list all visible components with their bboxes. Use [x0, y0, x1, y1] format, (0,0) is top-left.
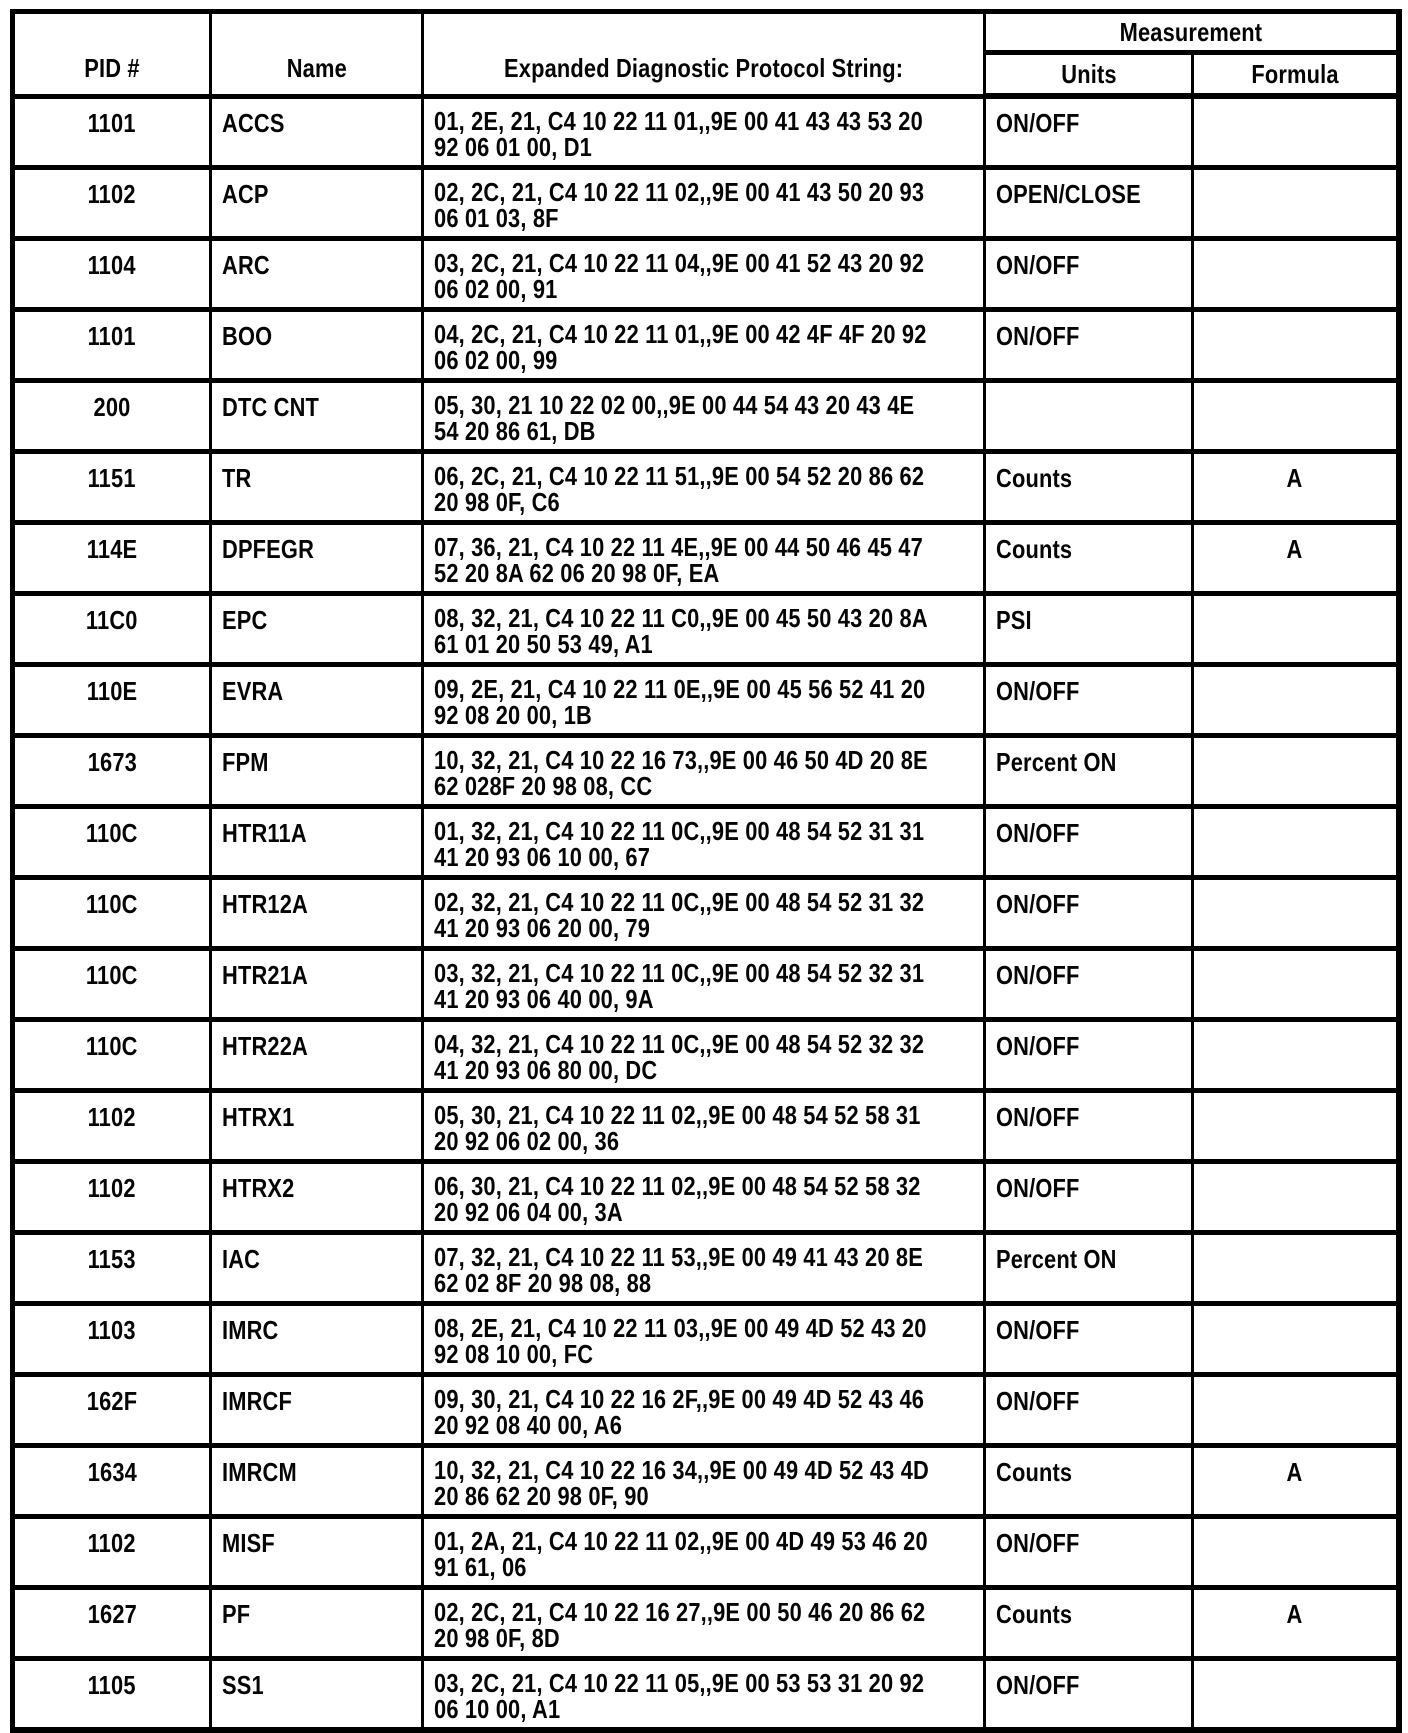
name-value: HTR11A [222, 817, 307, 848]
formula-cell [1193, 735, 1399, 806]
name-value: ARC [222, 249, 270, 280]
formula-cell [1193, 1303, 1399, 1374]
protocol-line-2: 41 20 93 06 80 00, DC [434, 1054, 658, 1085]
units-value: PSI [996, 604, 1032, 635]
name-cell [211, 735, 423, 806]
name-value: DTC CNT [222, 391, 320, 422]
name-cell [211, 1658, 423, 1730]
units-cell [985, 1090, 1193, 1161]
name-cell [211, 1587, 423, 1658]
pid-cell [13, 96, 211, 167]
protocol-cell [423, 238, 985, 309]
pid-cell [13, 167, 211, 238]
name-cell [211, 877, 423, 948]
pid-value: 1101 [87, 320, 137, 351]
name-cell [211, 1303, 423, 1374]
units-cell [985, 1587, 1193, 1658]
table-row [13, 1516, 1399, 1587]
name-cell [211, 1445, 423, 1516]
protocol-line-1: 03, 2C, 21, C4 10 22 11 04,,9E 00 41 52 43 20 92 [434, 247, 925, 278]
name-value: IAC [222, 1243, 261, 1274]
units-cell [985, 380, 1193, 451]
units-value: ON/OFF [996, 1030, 1080, 1061]
name-cell [211, 948, 423, 1019]
protocol-line-2: 20 92 06 02 00, 36 [434, 1125, 620, 1156]
protocol-line-2: 20 92 08 40 00, A6 [434, 1409, 623, 1440]
protocol-line-2: 92 08 10 00, FC [434, 1338, 594, 1369]
formula-cell [1193, 948, 1399, 1019]
protocol-line-2: 62 028F 20 98 08, CC [434, 770, 653, 801]
formula-cell [1193, 1587, 1399, 1658]
protocol-line-1: 02, 2C, 21, C4 10 22 16 27,,9E 00 50 46 20 86 62 [434, 1596, 926, 1627]
pid-value: 1102 [87, 1101, 137, 1132]
pid-cell [13, 1232, 211, 1303]
protocol-line-2: 41 20 93 06 10 00, 67 [434, 841, 651, 872]
table-row [13, 1374, 1399, 1445]
units-cell [985, 1516, 1193, 1587]
pid-value: 1153 [87, 1243, 137, 1274]
protocol-line-2: 20 92 06 04 00, 3A [434, 1196, 623, 1227]
units-cell [985, 1658, 1193, 1730]
pid-value: 110C [86, 959, 138, 990]
name-cell [211, 1019, 423, 1090]
column-header-units-label: Units [1060, 58, 1117, 89]
table-row [13, 664, 1399, 735]
protocol-line-2: 06 01 03, 8F [434, 202, 559, 233]
units-value: ON/OFF [996, 320, 1080, 351]
formula-cell [1193, 380, 1399, 451]
table-row [13, 948, 1399, 1019]
pid-cell [13, 1161, 211, 1232]
table-row [13, 380, 1399, 451]
units-cell [985, 167, 1193, 238]
protocol-line-2: 41 20 93 06 20 00, 79 [434, 912, 651, 943]
protocol-line-1: 10, 32, 21, C4 10 22 16 73,,9E 00 46 50 4D 20 8E [434, 744, 928, 775]
name-value: HTR12A [222, 888, 308, 919]
header-row-measurement [13, 12, 1399, 53]
formula-value: A [1286, 533, 1303, 564]
units-value: ON/OFF [996, 817, 1080, 848]
protocol-line-2: 06 10 00, A1 [434, 1693, 561, 1724]
formula-cell [1193, 1516, 1399, 1587]
pid-value: 1627 [87, 1598, 137, 1629]
table-row [13, 593, 1399, 664]
name-cell [211, 1090, 423, 1161]
table-row [13, 1019, 1399, 1090]
protocol-line-1: 08, 32, 21, C4 10 22 11 C0,,9E 00 45 50 43 20 8A [434, 602, 928, 633]
pid-cell [13, 1303, 211, 1374]
table-row [13, 522, 1399, 593]
table-row [13, 1232, 1399, 1303]
protocol-cell [423, 96, 985, 167]
pid-value: 110E [86, 675, 138, 706]
table-row [13, 309, 1399, 380]
protocol-line-1: 02, 32, 21, C4 10 22 11 0C,,9E 00 48 54 52 31 32 [434, 886, 925, 917]
protocol-line-2: 52 20 8A 62 06 20 98 0F, EA [434, 557, 720, 588]
units-value: ON/OFF [996, 1172, 1080, 1203]
protocol-line-1: 01, 2A, 21, C4 10 22 11 02,,9E 00 4D 49 53 46 20 [434, 1525, 928, 1556]
column-header-units [985, 53, 1193, 97]
column-header-name [211, 12, 423, 97]
units-cell [985, 735, 1193, 806]
units-value: ON/OFF [996, 675, 1080, 706]
name-value: FPM [222, 746, 269, 777]
column-header-formula [1193, 53, 1399, 97]
name-value: ACCS [222, 107, 285, 138]
protocol-line-2: 06 02 00, 99 [434, 344, 558, 375]
name-value: EPC [222, 604, 268, 635]
pid-value: 110C [86, 817, 138, 848]
table-row [13, 1587, 1399, 1658]
units-value: Counts [996, 1598, 1073, 1629]
protocol-cell [423, 1303, 985, 1374]
protocol-line-1: 03, 2C, 21, C4 10 22 11 05,,9E 00 53 53 31 20 92 [434, 1667, 925, 1698]
table-body [13, 96, 1399, 1730]
protocol-cell [423, 522, 985, 593]
pid-cell [13, 806, 211, 877]
formula-cell [1193, 1019, 1399, 1090]
formula-value: A [1286, 1456, 1303, 1487]
units-value: ON/OFF [996, 888, 1080, 919]
protocol-line-2: 92 08 20 00, 1B [434, 699, 592, 730]
pid-value: 114E [86, 533, 138, 564]
protocol-cell [423, 1658, 985, 1730]
pid-cell [13, 451, 211, 522]
protocol-cell [423, 1516, 985, 1587]
pid-cell [13, 1374, 211, 1445]
units-value: Counts [996, 1456, 1073, 1487]
name-cell [211, 1516, 423, 1587]
column-header-measurement-label: Measurement [1119, 16, 1263, 47]
protocol-cell [423, 380, 985, 451]
protocol-cell [423, 1161, 985, 1232]
formula-cell [1193, 1445, 1399, 1516]
units-value: Counts [996, 462, 1073, 493]
units-cell [985, 948, 1193, 1019]
protocol-line-1: 04, 2C, 21, C4 10 22 11 01,,9E 00 42 4F 4F 20 92 [434, 318, 927, 349]
column-header-formula-label: Formula [1251, 58, 1339, 89]
pid-value: 1673 [87, 746, 137, 777]
units-cell [985, 1232, 1193, 1303]
name-value: DPFEGR [222, 533, 315, 564]
units-cell [985, 451, 1193, 522]
protocol-cell [423, 948, 985, 1019]
pid-value: 162F [86, 1385, 138, 1416]
units-cell [985, 96, 1193, 167]
units-value: Percent ON [996, 1243, 1117, 1274]
table-row [13, 877, 1399, 948]
name-cell [211, 664, 423, 735]
pid-value: 1102 [87, 178, 137, 209]
units-cell [985, 1161, 1193, 1232]
pid-value: 1105 [87, 1669, 137, 1700]
pid-cell [13, 380, 211, 451]
pid-value: 110C [86, 1030, 138, 1061]
protocol-cell [423, 1090, 985, 1161]
formula-cell [1193, 522, 1399, 593]
protocol-cell [423, 1445, 985, 1516]
table-row [13, 735, 1399, 806]
pid-value: 1634 [87, 1456, 137, 1487]
table-row [13, 96, 1399, 167]
name-value: BOO [222, 320, 273, 351]
pid-cell [13, 1090, 211, 1161]
units-value: ON/OFF [996, 1669, 1080, 1700]
protocol-line-1: 06, 30, 21, C4 10 22 11 02,,9E 00 48 54 52 58 32 [434, 1170, 921, 1201]
pid-cell [13, 1587, 211, 1658]
table-row [13, 1303, 1399, 1374]
name-cell [211, 593, 423, 664]
pid-cell [13, 1445, 211, 1516]
column-header-pid-label: PID # [84, 52, 140, 83]
pid-cell [13, 1658, 211, 1730]
formula-cell [1193, 1161, 1399, 1232]
table-row [13, 167, 1399, 238]
formula-cell [1193, 96, 1399, 167]
protocol-line-2: 41 20 93 06 40 00, 9A [434, 983, 654, 1014]
pid-cell [13, 877, 211, 948]
name-value: HTRX1 [222, 1101, 295, 1132]
name-cell [211, 167, 423, 238]
formula-cell [1193, 877, 1399, 948]
protocol-line-2: 20 98 0F, C6 [434, 486, 560, 517]
units-cell [985, 1303, 1193, 1374]
pid-value: 1103 [87, 1314, 137, 1345]
pid-value: 1102 [87, 1172, 137, 1203]
units-cell [985, 593, 1193, 664]
table-row [13, 451, 1399, 522]
protocol-cell [423, 593, 985, 664]
protocol-line-1: 09, 30, 21, C4 10 22 16 2F,,9E 00 49 4D 52 43 46 [434, 1383, 925, 1414]
pid-cell [13, 1019, 211, 1090]
table-header [13, 12, 1399, 97]
pid-value: 110C [86, 888, 138, 919]
name-cell [211, 1232, 423, 1303]
units-cell [985, 1019, 1193, 1090]
name-value: HTR21A [222, 959, 308, 990]
pid-value: 11C0 [86, 604, 138, 635]
formula-cell [1193, 238, 1399, 309]
formula-value: A [1286, 462, 1303, 493]
protocol-cell [423, 1232, 985, 1303]
name-cell [211, 806, 423, 877]
name-cell [211, 380, 423, 451]
pid-cell [13, 664, 211, 735]
formula-cell [1193, 1232, 1399, 1303]
column-header-protocol [423, 12, 985, 97]
protocol-line-2: 20 86 62 20 98 0F, 90 [434, 1480, 649, 1511]
units-value: Counts [996, 533, 1073, 564]
pid-value: 200 [93, 391, 131, 422]
name-value: IMRCM [222, 1456, 297, 1487]
units-cell [985, 309, 1193, 380]
units-value: OPEN/CLOSE [996, 178, 1141, 209]
protocol-cell [423, 451, 985, 522]
protocol-line-1: 01, 32, 21, C4 10 22 11 0C,,9E 00 48 54 52 31 31 [434, 815, 925, 846]
table-row [13, 1090, 1399, 1161]
units-value: ON/OFF [996, 108, 1080, 138]
protocol-line-2: 92 06 01 00, D1 [434, 131, 592, 162]
units-value: ON/OFF [996, 1527, 1080, 1558]
formula-cell [1193, 593, 1399, 664]
protocol-line-2: 61 01 20 50 53 49, A1 [434, 628, 653, 659]
name-cell [211, 309, 423, 380]
protocol-line-2: 62 02 8F 20 98 08, 88 [434, 1267, 652, 1298]
name-value: SS1 [222, 1669, 264, 1700]
units-value: Percent ON [996, 746, 1117, 777]
name-value: HTRX2 [222, 1172, 295, 1203]
pid-cell [13, 1516, 211, 1587]
name-cell [211, 96, 423, 167]
name-value: IMRC [222, 1314, 279, 1345]
protocol-line-2: 54 20 86 61, DB [434, 415, 596, 446]
pid-value: 1102 [87, 1527, 137, 1558]
name-cell [211, 1374, 423, 1445]
pid-cell [13, 309, 211, 380]
protocol-line-2: 06 02 00, 91 [434, 273, 558, 304]
protocol-line-2: 91 61, 06 [434, 1551, 527, 1582]
pid-value: 1104 [87, 249, 137, 280]
name-value: ACP [222, 178, 269, 209]
protocol-line-1: 10, 32, 21, C4 10 22 16 34,,9E 00 49 4D 52 43 4D [434, 1454, 929, 1485]
protocol-cell [423, 735, 985, 806]
units-value: ON/OFF [996, 249, 1080, 280]
pid-cell [13, 735, 211, 806]
protocol-line-1: 07, 32, 21, C4 10 22 11 53,,9E 00 49 41 43 20 8E [434, 1241, 923, 1272]
formula-cell [1193, 664, 1399, 735]
name-cell [211, 1161, 423, 1232]
column-header-name-label: Name [286, 52, 347, 83]
protocol-line-1: 06, 2C, 21, C4 10 22 11 51,,9E 00 54 52 20 86 62 [434, 460, 925, 491]
column-header-measurement [985, 12, 1399, 53]
formula-cell [1193, 1090, 1399, 1161]
protocol-line-1: 08, 2E, 21, C4 10 22 11 03,,9E 00 49 4D 52 43 20 [434, 1312, 927, 1343]
units-value: ON/OFF [996, 1314, 1080, 1345]
protocol-line-1: 09, 2E, 21, C4 10 22 11 0E,,9E 00 45 56 52 41 20 [434, 673, 926, 704]
name-value: MISF [222, 1527, 275, 1558]
protocol-line-1: 01, 2E, 21, C4 10 22 11 01,,9E 00 41 43 43 53 20 [434, 105, 923, 136]
name-cell [211, 451, 423, 522]
units-cell [985, 806, 1193, 877]
pid-cell [13, 593, 211, 664]
table-row [13, 1658, 1399, 1730]
column-header-pid [13, 12, 211, 97]
name-value: IMRCF [222, 1385, 292, 1416]
formula-cell [1193, 806, 1399, 877]
table-row [13, 806, 1399, 877]
formula-cell [1193, 451, 1399, 522]
table-row [13, 1161, 1399, 1232]
formula-cell [1193, 309, 1399, 380]
units-cell [985, 522, 1193, 593]
pid-cell [13, 522, 211, 593]
protocol-cell [423, 1019, 985, 1090]
protocol-cell [423, 167, 985, 238]
units-value: ON/OFF [996, 1101, 1080, 1132]
protocol-cell [423, 1587, 985, 1658]
name-cell [211, 522, 423, 593]
protocol-line-1: 04, 32, 21, C4 10 22 11 0C,,9E 00 48 54 52 32 32 [434, 1028, 925, 1059]
name-value: PF [222, 1598, 251, 1629]
units-value: ON/OFF [996, 959, 1080, 990]
protocol-cell [423, 1374, 985, 1445]
protocol-cell [423, 806, 985, 877]
formula-cell [1193, 167, 1399, 238]
protocol-cell [423, 664, 985, 735]
name-value: HTR22A [222, 1030, 308, 1061]
protocol-line-1: 02, 2C, 21, C4 10 22 11 02,,9E 00 41 43 50 20 93 [434, 176, 925, 207]
protocol-line-1: 03, 32, 21, C4 10 22 11 0C,,9E 00 48 54 52 32 31 [434, 957, 925, 988]
protocol-line-1: 05, 30, 21, C4 10 22 11 02,,9E 00 48 54 52 58 31 [434, 1099, 921, 1130]
name-cell [211, 238, 423, 309]
protocol-cell [423, 309, 985, 380]
protocol-cell [423, 877, 985, 948]
formula-cell [1193, 1374, 1399, 1445]
units-cell [985, 877, 1193, 948]
formula-cell [1193, 1658, 1399, 1730]
protocol-line-1: 07, 36, 21, C4 10 22 11 4E,,9E 00 44 50 46 45 47 [434, 531, 923, 562]
units-cell [985, 664, 1193, 735]
pid-cell [13, 948, 211, 1019]
diagnostic-pid-table [10, 9, 1402, 1733]
pid-cell [13, 238, 211, 309]
formula-value: A [1286, 1598, 1303, 1629]
name-value: TR [222, 462, 252, 493]
protocol-line-2: 20 98 0F, 8D [434, 1622, 560, 1653]
pid-value: 1101 [87, 107, 137, 138]
units-cell [985, 1374, 1193, 1445]
table-row [13, 238, 1399, 309]
units-value: ON/OFF [996, 1385, 1080, 1416]
table-row [13, 1445, 1399, 1516]
protocol-line-1: 05, 30, 21 10 22 02 00,,9E 00 44 54 43 20 43 4E [434, 389, 915, 420]
column-header-protocol-label: Expanded Diagnostic Protocol String: [503, 52, 904, 83]
units-cell [985, 238, 1193, 309]
units-cell [985, 1445, 1193, 1516]
name-value: EVRA [222, 675, 284, 706]
pid-value: 1151 [87, 462, 137, 493]
